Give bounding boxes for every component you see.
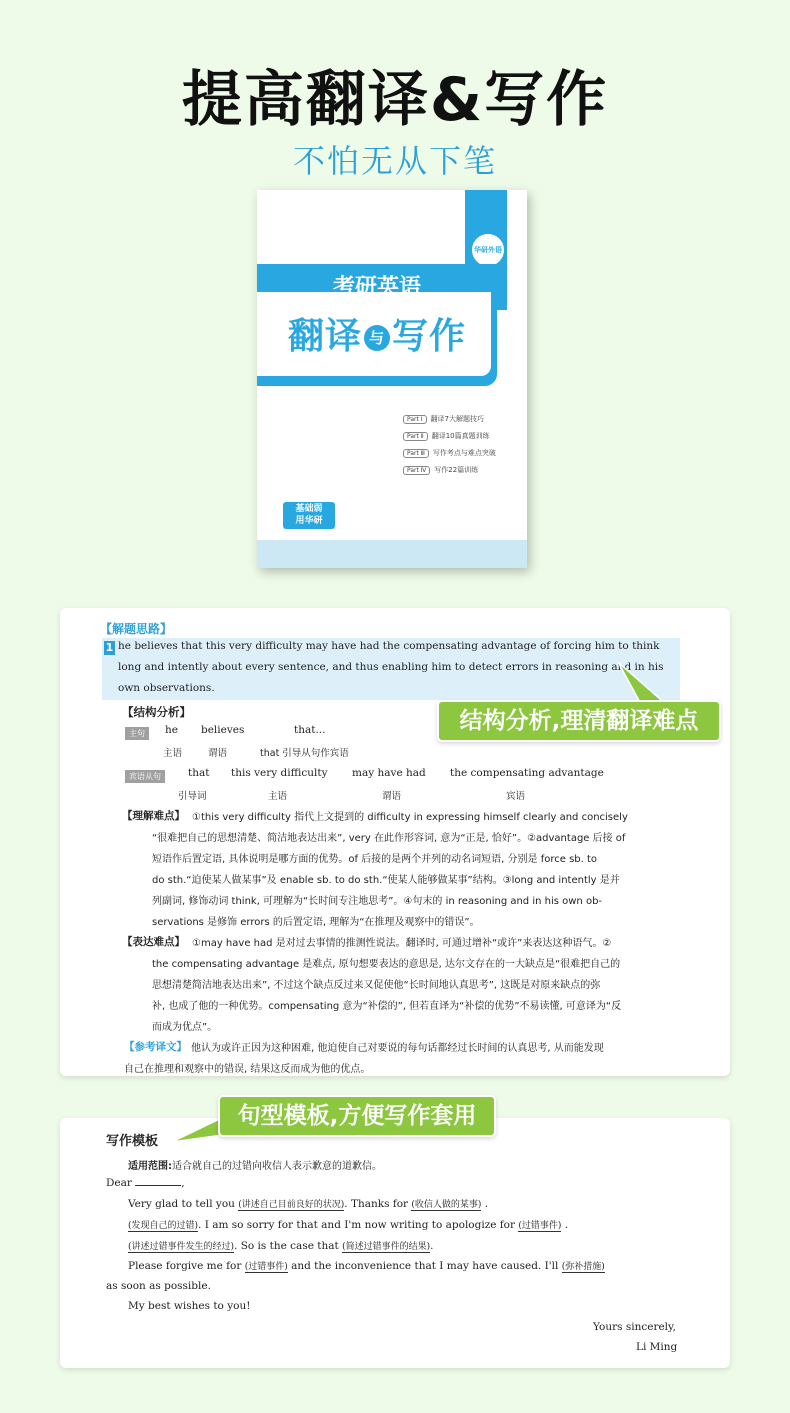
letter-signature: Li Ming xyxy=(636,1341,678,1353)
express-line-4: 补, 也成了他的一种优势。compensating 意为“补偿的”, 但若直译为“补偿的优势”不易读懂, 可意译为“反 xyxy=(152,1001,622,1012)
sub-word-subject: this very difficulty xyxy=(231,767,328,779)
main-word-believes: believes xyxy=(201,724,245,736)
understand-line-1: ①this very difficulty 指代上文提到的 difficulty in expressing himself clearly and concisely xyxy=(192,812,628,823)
express-label: 【表达难点】 xyxy=(122,936,185,948)
main-word-he: he xyxy=(165,724,178,736)
letter-line-6: My best wishes to you! xyxy=(128,1300,251,1312)
object-clause-tag: 宾语从句 xyxy=(125,770,165,783)
sub-word-object: the compensating advantage xyxy=(450,767,604,779)
express-line-3: 思想清楚简洁地表达出来”, 不过这个缺点反过来又促使他“长时间地认真思考”, 这既是对原来缺点的弥 xyxy=(152,980,601,991)
express-line-5: 而成为优点”。 xyxy=(152,1022,218,1033)
letter-line-4: Please forgive me for (过错事件) and the inconvenience that I may have caused. I'll (弥补措施) xyxy=(128,1260,605,1272)
sub-role-intro: 引导词 xyxy=(178,791,207,802)
source-line-2: long and intently about every sentence, and thus enabling him to detect errors in reasoning and in his xyxy=(118,661,664,673)
letter-dear: Dear , xyxy=(106,1177,185,1189)
cover-part: Part Ⅰ 翻译7大解题技巧 xyxy=(403,414,496,424)
cover-title-left: 翻译 xyxy=(287,316,362,357)
structure-label: 【结构分析】 xyxy=(122,705,191,719)
callout-template: 句型模板,方便写作套用 xyxy=(218,1095,496,1137)
reference-line-1: 他认为或许正因为这种困难, 他迫使自己对要说的每句话都经过长时间的认真思考, 从而能发现 xyxy=(191,1043,604,1054)
page-title: 提高翻译&写作 xyxy=(181,65,609,135)
letter-line-2: (发现自己的过错). I am so sorry for that and I'm now writing to apologize for (过错事件) . xyxy=(128,1219,569,1231)
sub-role-predicate: 谓语 xyxy=(382,791,402,802)
cover-slogan: 基础弱 用华研 xyxy=(283,502,335,529)
understand-line-3: 短语作后置定语, 具体说明是哪方面的优势。of 后接的是两个并列的动名词短语, 分别是 force sb. to xyxy=(152,854,598,865)
main-word-that: that... xyxy=(294,724,326,736)
sub-word-that: that xyxy=(188,767,210,779)
book-cover xyxy=(257,190,527,568)
express-line-1: ①may have had 是对过去事情的推测性说法。翻译时, 可通过增补“或许”来表达这种语气。② xyxy=(192,938,612,949)
reference-line-2: 自己在推理和观察中的错误, 结果这反而成为他的优点。 xyxy=(124,1064,371,1075)
letter-line-1: Very glad to tell you (讲述自己目前良好的状况). Thanks for (收信人做的某事) . xyxy=(128,1198,489,1210)
cover-part: Part Ⅱ 翻译10篇真题训练 xyxy=(403,431,496,441)
writing-heading: 写作模板 xyxy=(106,1134,159,1149)
cover-part: Part Ⅲ 写作考点与难点突破 xyxy=(403,448,496,458)
cover-title-right: 写作 xyxy=(392,316,467,357)
main-role-predicate: 谓语 xyxy=(208,748,228,759)
source-line-3: own observations. xyxy=(118,682,215,694)
letter-line-3: (讲述过错事件发生的经过). So is the case that (简述过错事件的结果). xyxy=(128,1240,434,1252)
letter-line-5: as soon as possible. xyxy=(106,1280,211,1292)
callout-structure: 结构分析,理清翻译难点 xyxy=(437,700,721,742)
solution-heading: 【解题思路】 xyxy=(100,622,173,636)
source-line-1: he believes that this very difficulty may have had the compensating advantage of forcing him to think xyxy=(118,640,660,652)
express-line-2: the compensating advantage 是难点, 原句想要表达的意思是, 达尔文存在的一大缺点是“很难把自己的 xyxy=(152,959,621,970)
brand-logo: 华研外语 xyxy=(470,232,506,268)
sub-role-subject: 主语 xyxy=(268,791,288,802)
sentence-number: 1 xyxy=(105,641,114,654)
scope-line: 适用范围:适合就自己的过错向收信人表示歉意的道歉信。 xyxy=(128,1161,382,1172)
sub-word-predicate: may have had xyxy=(352,767,426,779)
sub-role-object: 宾语 xyxy=(506,791,526,802)
cover-series: 考研英语 xyxy=(332,275,421,300)
understand-label: 【理解难点】 xyxy=(122,810,185,822)
cover-bottom-bar xyxy=(257,540,527,568)
cover-part: Part Ⅳ 写作22篇训练 xyxy=(403,465,496,475)
cover-parts xyxy=(403,414,496,482)
main-role-object: that 引导从句作宾语 xyxy=(260,748,349,759)
understand-line-6: servations 是修饰 errors 的后置定语, 理解为“在推理及观察中的错误”。 xyxy=(152,917,480,928)
understand-line-5: 列副词, 修饰动词 think, 可理解为“长时间专注地思考”。④句末的 in reasoning and in his own ob- xyxy=(152,896,603,907)
main-clause-tag: 主句 xyxy=(125,727,149,740)
cover-title-mid: 与 xyxy=(364,325,390,351)
page-subtitle: 不怕无从下笔 xyxy=(292,142,497,180)
understand-line-2: “很难把自己的思想清楚、简洁地表达出来”, very 在此作形容词, 意为“正是, 恰好”。②advantage 后接 of xyxy=(152,833,626,844)
reference-label: 【参考译文】 xyxy=(124,1041,187,1053)
main-role-subject: 主语 xyxy=(163,748,183,759)
understand-line-4: do sth.“迫使某人做某事”及 enable sb. to do sth.“使某人能够做某事”结构。③long and intently 是并 xyxy=(152,875,620,886)
letter-closing: Yours sincerely, xyxy=(593,1321,676,1333)
cover-title xyxy=(257,308,497,359)
